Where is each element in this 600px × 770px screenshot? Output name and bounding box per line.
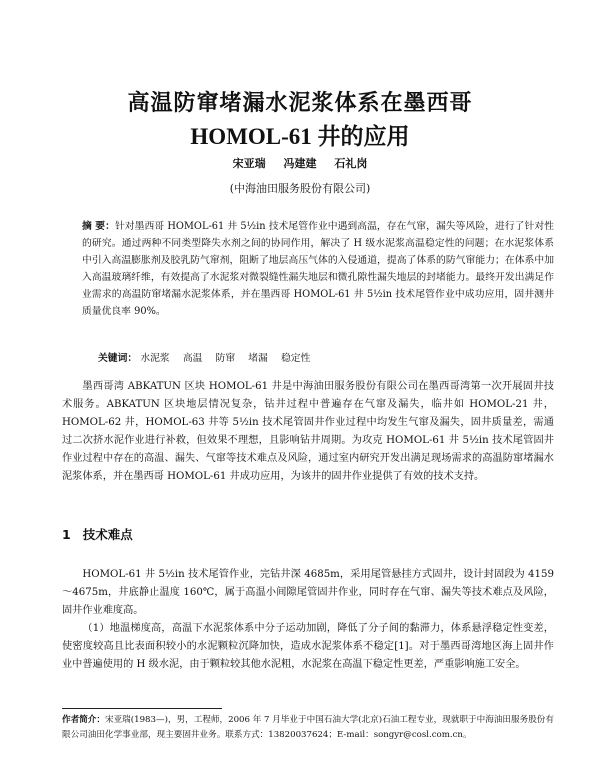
keywords — [98, 351, 554, 367]
author-list — [0, 155, 600, 171]
keyword: 堵漏 — [248, 353, 268, 364]
keyword: 水泥浆 — [140, 353, 170, 364]
author-name: 石礼岗 — [334, 157, 368, 170]
paper-title-line2: HOMOL-61 井的应用 — [190, 124, 410, 149]
section-heading — [62, 525, 133, 543]
footnote — [62, 713, 554, 743]
keyword: 稳定性 — [280, 353, 311, 364]
abstract-label: 摘 要： — [82, 221, 115, 232]
footnote-label: 作者简介： — [62, 715, 105, 725]
section-title: 技术难点 — [82, 527, 133, 542]
keywords-label: 关键词： — [98, 353, 138, 364]
footnote-text: 宋亚瑞(1983—)，男，工程师，2006 年 7 月毕业于中国石油大学(北京)石油工程专业，现就职于中海油田服务股份有限公司油田化学事业部，现主要固井业务。联系方式：13820037624；E-mail：songyr@cosl.com.cn。 — [62, 715, 554, 740]
paper-title-line1: 高温防窜堵漏水泥浆体系在墨西哥 — [127, 91, 473, 116]
body-paragraph: HOMOL-61 井 5½in 技术尾管作业，完钻井深 4685m，采用尾管悬挂方式固井，设计封固段为 4159～4675m，井底静止温度 160℃，属于高温小间隙尾管固井作业，同时存在气窜、漏失等技术难点及风险，固井作业难度高。 — [62, 569, 554, 616]
abstract-text: 针对墨西哥 HOMOL-61 井 5½in 技术尾管作业中遇到高温，存在气窜，漏失等风险，进行了针对性的研究。通过两种不同类型降失水剂之间的协同作用，解决了 H 级水泥浆高温稳定性的问题；在水泥浆体系中引入高温膨胀剂及胶乳防气窜剂，阻断了地层高压气体的入侵通道，提高了体系的防气窜能力；在体系中加入高温玻璃纤维，有效提高了水泥浆对微裂缝性漏失地层和微孔隙性漏失地层的封堵能力。最终开发出满足作业需求的高温防窜堵漏水泥浆体系，并在墨西哥 HOMOL-61 井 5½in 技术尾管作业中成功应用，固井测井质量优良率 90%。 — [82, 221, 554, 317]
body-paragraph: （1）地温梯度高，高温下水泥浆体系中分子运动加剧，降低了分子间的黏滞力，体系悬浮稳定性变差，使密度较高且比表面积较小的水泥颗粒沉降加快，造成水泥浆体系不稳定[1]。对于墨西哥湾地区海上固井作业中普遍使用的 H 级水泥，由于颗粒较其他水泥粗，水泥浆在高温下稳定性更差，严重影响施工安全。 — [62, 623, 554, 670]
author-name: 冯建建 — [283, 157, 317, 170]
keyword: 防窜 — [215, 353, 236, 364]
intro-paragraph: 墨西哥湾 ABKATUN 区块 HOMOL-61 井是中海油田服务股份有限公司在墨西哥湾第一次开展固井技术服务。ABKATUN 区块地层情况复杂，钻井过程中普遍存在气窜及漏失，临井如 HOMOL-21 井，HOMOL-62 井，HOMOL-63 井等 5½in 技术尾管固井作业过程中均发生气窜及漏失，固井质量差，需通过二次挤水泥作业进行补救，但效果不理想，且影响钻井周期。为攻克 HOMOL-61 井 5½in 技术尾管固井作业过程中存在的高温、漏失、气窜等技术难点及风险，通过室内研究开发出满足现场需求的高温防窜堵漏水泥浆体系，并在墨西哥 HOMOL-61 井成功应用，为该井的固井作业提供了有效的技术支持。 — [62, 381, 554, 482]
keyword: 高温 — [182, 353, 203, 364]
footnote-rule — [62, 708, 222, 709]
section-number: 1 — [62, 527, 71, 542]
affiliation: (中海油田服务股份有限公司) — [229, 182, 371, 195]
author-name: 宋亚瑞 — [232, 157, 266, 170]
abstract — [82, 218, 554, 320]
